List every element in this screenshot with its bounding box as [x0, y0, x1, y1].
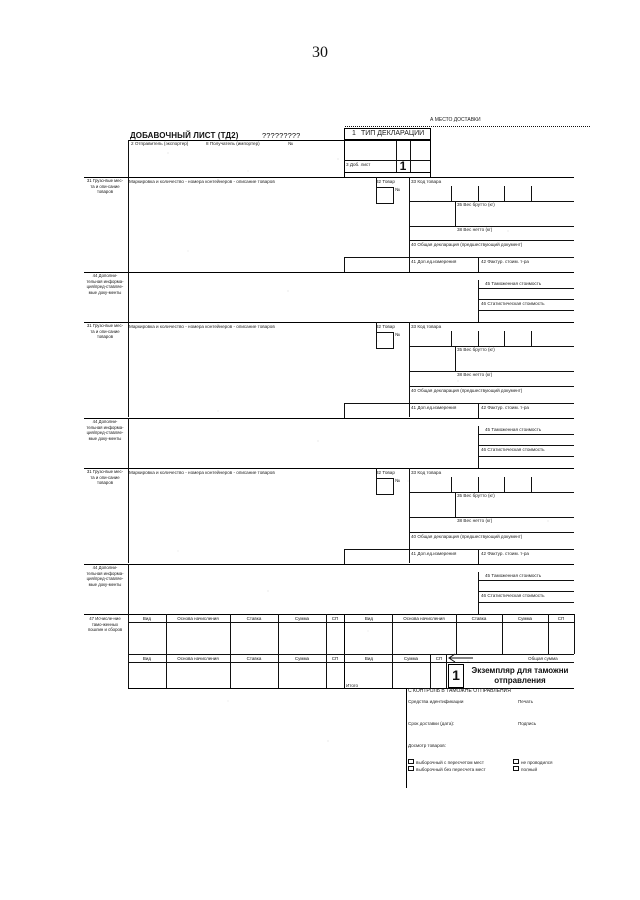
payments-col-sp: СП	[331, 616, 339, 621]
total-label: Итого	[346, 683, 359, 688]
additional-unit-label: 41 Доп.ед.измерения	[411, 405, 457, 410]
customs-value-label: 45 Таможенная стоимость	[485, 573, 542, 578]
commodity-code-label: 33 Код товара	[411, 470, 442, 475]
payments-col-sp-2: СП	[557, 616, 565, 621]
payments-col-sum-2: Сумма	[517, 616, 533, 621]
payments-b-col-type-2: Вид	[364, 656, 374, 661]
sender-label: 2 Отправитель (экспортер)	[131, 141, 189, 146]
statistical-value-label: 46 Статистическая стоимость	[481, 301, 545, 306]
additional-unit-label: 41 Доп.ед.измерения	[411, 259, 457, 264]
item-number-label: 32 Товар	[376, 179, 395, 184]
payments-b-col-basis: Основа начисления	[177, 656, 219, 661]
payments-b-col-sp: СП	[331, 656, 339, 661]
box-31-label: 31 Грузо-вые мес-та и опи-сание товаров	[86, 323, 124, 340]
declaration-type-label: ТИП ДЕКЛАРАЦИИ	[361, 130, 425, 137]
box-44-label: 44 Дополни-тельная информа-ция/пред-ставляе-мые доку-менты	[86, 419, 124, 441]
stamp-label: Печать	[518, 699, 534, 704]
box-44-label: 44 Дополни-тельная информа-ция/пред-ставляе-мые доку-менты	[86, 273, 124, 295]
option-selective-with-count: выборочный с пересчетом мест	[416, 760, 484, 765]
payments-col-rate-2: Ставка	[471, 616, 487, 621]
payments-col-sum: Сумма	[294, 616, 310, 621]
page-number: 30	[312, 44, 328, 61]
title-marks: ?????????	[262, 131, 301, 140]
box-31-label: 31 Грузо-вые мес-та и опи-сание товаров	[86, 178, 124, 195]
payments-b-col-sp-2: СП	[435, 656, 443, 661]
checkbox-full[interactable]	[513, 766, 519, 771]
option-selective-without-count: выборочный без пересчета мест	[416, 767, 486, 772]
item-number-sign: №	[395, 187, 400, 192]
extra-sheet-value: 1	[399, 159, 407, 173]
option-not-conducted: не проводился	[521, 760, 553, 765]
marks-label: Маркировка и количество - номера контейнеров - описание товаров	[129, 470, 275, 475]
option-full: полный	[521, 767, 538, 772]
copy-number: 1	[452, 667, 460, 683]
invoice-value-label: 42 Фактур. стоим. т-ра	[481, 551, 529, 556]
payments-b-col-sum: Сумма	[294, 656, 310, 661]
customs-value-label: 45 Таможенная стоимость	[485, 427, 542, 432]
marks-label: Маркировка и количество - номера контейнеров - описание товаров	[129, 324, 275, 329]
gross-weight-label: 35 Вес брутто (кг)	[457, 493, 495, 498]
box-44-label: 44 Дополни-тельная информа-ция/пред-ставляе-мые доку-менты	[86, 565, 124, 587]
gross-weight-label: 35 Вес брутто (кг)	[457, 202, 495, 207]
invoice-value-label: 42 Фактур. стоим. т-ра	[481, 405, 529, 410]
item-number-label: 32 Товар	[376, 470, 395, 475]
identification-means-label: Средства идентификации	[408, 699, 464, 704]
inspection-label: Досмотр товаров:	[408, 743, 446, 748]
prev-document-label: 40 Общая декларация (предшествующий документ)	[411, 534, 523, 539]
payments-b-col-type: Вид	[142, 656, 152, 661]
commodity-code-label: 33 Код товара	[411, 179, 442, 184]
payments-col-type: Вид	[142, 616, 152, 621]
payments-b-col-rate: Ставка	[246, 656, 262, 661]
prev-document-label: 40 Общая декларация (предшествующий документ)	[411, 388, 523, 393]
box-47-label: 47 Исчисле-ние тамо-женных пошлин и сборов	[87, 616, 123, 633]
marks-label: Маркировка и количество - номера контейнеров - описание товаров	[129, 179, 275, 184]
item-number-sign: №	[395, 478, 400, 483]
prev-document-label: 40 Общая декларация (предшествующий документ)	[411, 242, 523, 247]
number-sign: №	[288, 141, 293, 146]
receiver-label: 8 Получатель (импортер)	[206, 141, 260, 146]
signature-label: Подпись	[518, 721, 537, 726]
place-of-delivery-label: А МЕСТО ДОСТАВКИ	[430, 117, 481, 123]
net-weight-label: 38 Вес нетто (кг)	[457, 518, 493, 523]
payments-col-type-2: Вид	[364, 616, 374, 621]
control-header: С КОНТРОЛЬ В ТАМОЖНЕ ОТПРАВЛЕНИЯ	[408, 688, 511, 694]
commodity-code-label: 33 Код товара	[411, 324, 442, 329]
checkbox-not-conducted[interactable]	[513, 759, 519, 764]
payments-col-basis: Основа начисления	[177, 616, 219, 621]
net-weight-label: 38 Вес нетто (кг)	[457, 227, 493, 232]
net-weight-label: 38 Вес нетто (кг)	[457, 372, 493, 377]
total-sum-label: Общая сумма	[528, 656, 558, 661]
payments-b-col-sum-2: Сумма	[403, 656, 419, 661]
checkbox-selective-without-count[interactable]	[408, 766, 414, 771]
invoice-value-label: 42 Фактур. стоим. т-ра	[481, 259, 529, 264]
declaration-type-number: 1	[352, 130, 356, 137]
payments-col-basis-2: Основа начисления	[403, 616, 445, 621]
statistical-value-label: 46 Статистическая стоимость	[481, 593, 545, 598]
item-number-sign: №	[395, 332, 400, 337]
item-number-label: 32 Товар	[376, 324, 395, 329]
form-title: ДОБАВОЧНЫЙ ЛИСТ (ТД2)	[130, 131, 239, 140]
extra-sheet-label: 3 Доб. лист	[346, 162, 371, 167]
customs-value-label: 45 Таможенная стоимость	[485, 281, 542, 286]
gross-weight-label: 35 Вес брутто (кг)	[457, 347, 495, 352]
delivery-term-label: Срок доставки (дата):	[408, 721, 455, 726]
payments-col-rate: Ставка	[246, 616, 262, 621]
checkbox-selective-with-count[interactable]	[408, 759, 414, 764]
box-31-label: 31 Грузо-вые мес-та и опи-сание товаров	[86, 469, 124, 486]
statistical-value-label: 46 Статистическая стоимость	[481, 447, 545, 452]
copy-label: Экземпляр для таможни отправления	[471, 666, 569, 685]
additional-unit-label: 41 Доп.ед.измерения	[411, 551, 457, 556]
